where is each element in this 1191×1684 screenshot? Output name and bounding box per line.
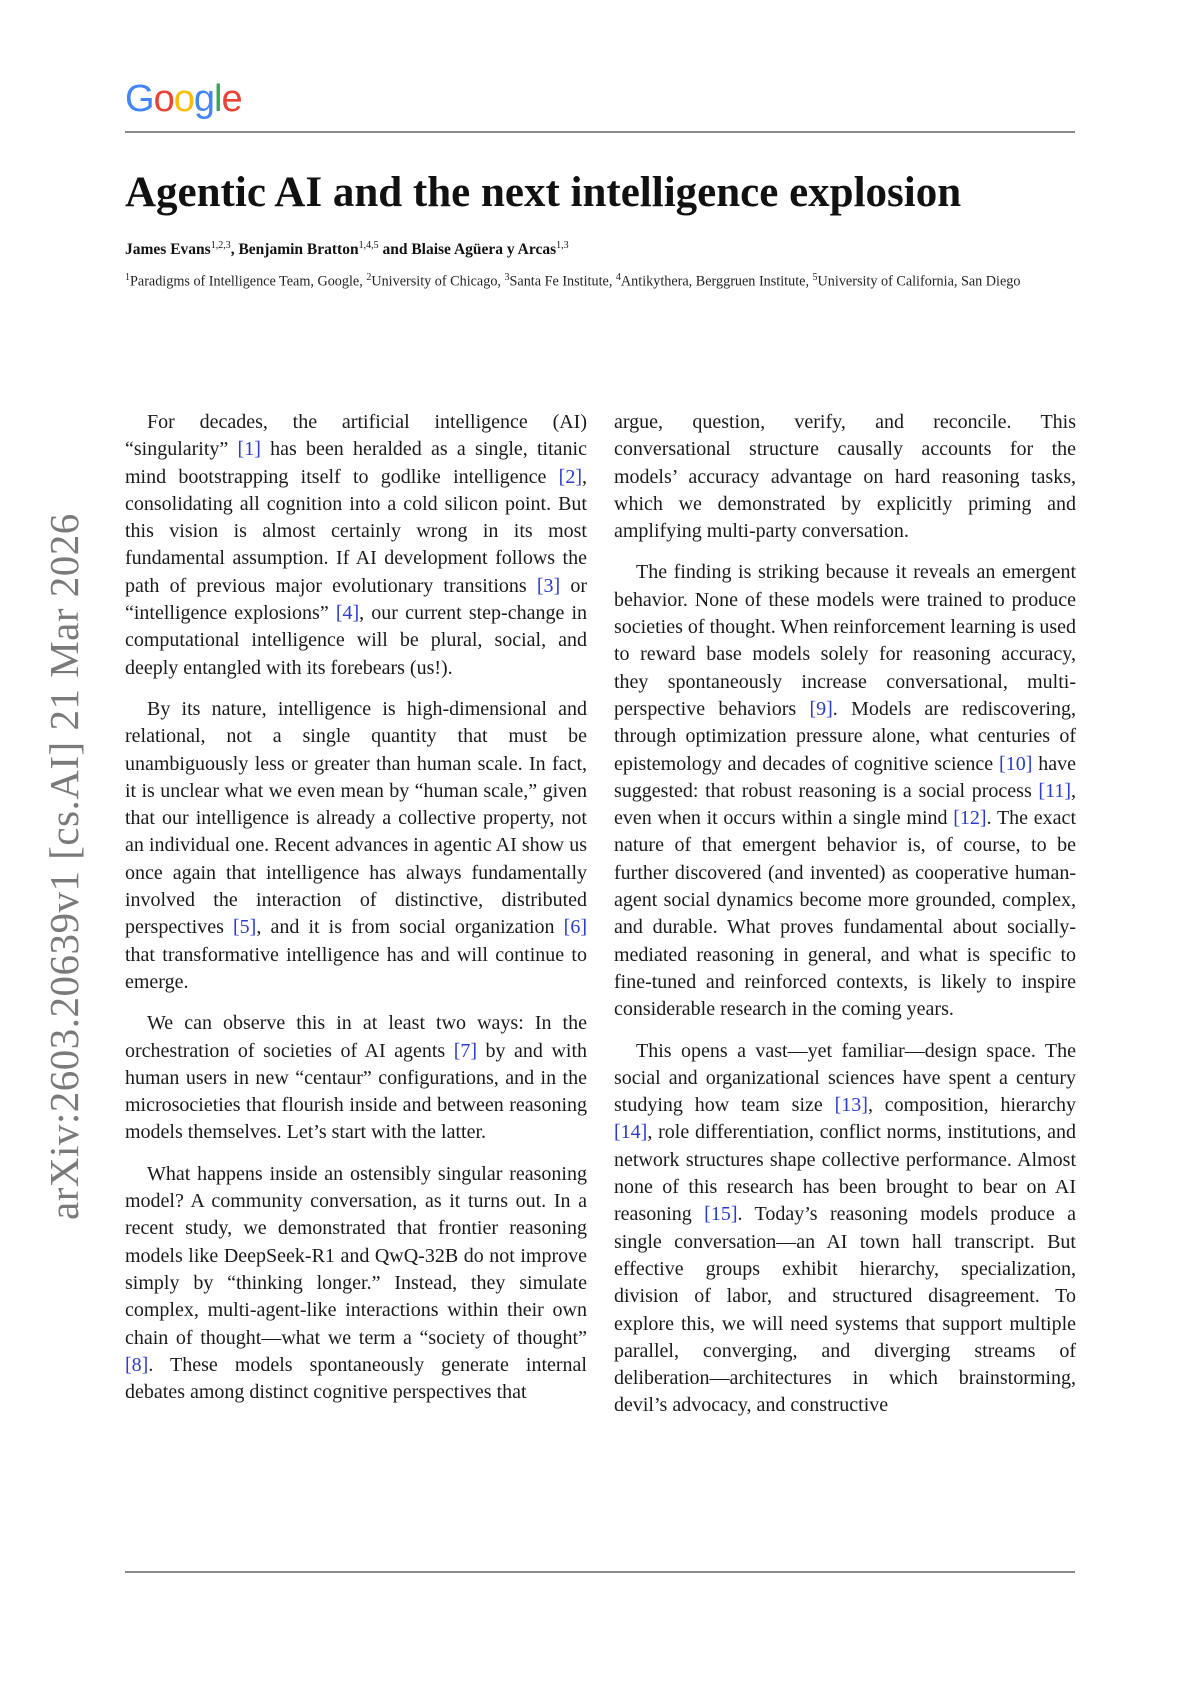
google-logo [125, 80, 242, 118]
arxiv-identifier-stamp: arXiv:2603.20639v1 [cs.AI] 21 Mar 2026 [41, 513, 87, 1220]
body-text: For decades, the artificial intelligence (AI) “singularity” [125, 411, 587, 461]
citation-link[interactable]: [2] [558, 465, 582, 488]
body-text: . The exact nature of that emergent behavior is, of course, to be further discovered (and invented) as cooperative human-agent social dynamics become more grounded, complex, and durable. What proves fundamental about socially-mediated reasoning in general, and what is specific to fine-tuned and reinforced contexts, is likely to inspire considerable research in the coming years. [614, 807, 1076, 1021]
citation-link[interactable]: [3] [536, 574, 561, 597]
body-text: by and with human users in new “centaur” configurations, and in the microsocieties that flourish inside and between reasoning models themselves. Let’s start with the latter. [125, 1039, 587, 1144]
affiliation-text: University of California, San Diego [817, 273, 1021, 290]
body-paragraph [125, 696, 587, 996]
body-text: , role differentiation, conflict norms, institutions, and network structures shape collective performance. Almost none of this research has been brought to bear on AI reasoning [614, 1121, 1076, 1226]
citation-link[interactable]: [14] [614, 1121, 648, 1144]
body-text: This opens a vast—yet familiar—design space. The social and organizational sciences have spent a century studying how team size [614, 1039, 1076, 1117]
logo-letter: o [173, 78, 194, 120]
author-name: Benjamin Bratton [238, 241, 359, 259]
affiliation-mark: 5 [812, 272, 818, 283]
right-column [614, 409, 1076, 1434]
body-paragraph [614, 1038, 1076, 1420]
body-text: . Today’s reasoning models produce a single conversation—an AI town hall transcript. But effective groups exhibit hierarchy, specialization, division of labor, and structured disagreement. To explore this, we will need systems that support multiple parallel, converging, and diverging streams of deliberation—architectures in which brainstorming, devil’s advocacy, and constructive [614, 1203, 1076, 1417]
citation-link[interactable]: [15] [704, 1203, 738, 1226]
body-text: has been heralded as a single, titanic mind bootstrapping itself to godlike intelligence [125, 438, 587, 488]
author-name: James Evans [125, 241, 211, 259]
author-affiliation-marks: 1,3 [556, 240, 569, 251]
logo-letter: G [125, 78, 154, 120]
citation-link[interactable]: [12] [953, 807, 987, 830]
body-text: We can observe this in at least two ways: In the orchestration of societies of AI agents [125, 1012, 587, 1062]
affiliation-mark: 4 [615, 272, 621, 283]
author-affiliation-marks: 1,4,5 [358, 240, 379, 251]
body-text: , consolidating all cognition into a cold silicon point. But this vision is almost certainly wrong in its most fundamental assumption. If AI development follows the path of previous major evolutionary transitions [125, 465, 587, 597]
body-text: , and it is from social organization [256, 916, 564, 939]
citation-link[interactable]: [9] [809, 697, 833, 720]
citation-link[interactable]: [8] [125, 1353, 149, 1376]
citation-link[interactable]: [5] [232, 916, 257, 939]
footer-rule [125, 1571, 1075, 1573]
affiliation-text: Santa Fe Institute, [509, 273, 616, 290]
left-column [125, 409, 587, 1420]
body-paragraph [125, 409, 587, 682]
citation-link[interactable]: [13] [834, 1094, 868, 1117]
logo-letter: l [213, 78, 222, 120]
header-rule [125, 131, 1075, 133]
body-paragraph [614, 409, 1076, 545]
logo-letter: e [221, 78, 242, 120]
author-affiliation-marks: 1,2,3 [210, 240, 231, 251]
author-separator: and [378, 241, 412, 259]
citation-link[interactable]: [1] [237, 438, 261, 461]
affiliation-text: Paradigms of Intelligence Team, Google, [130, 273, 367, 290]
author-separator: , [230, 241, 239, 259]
author-list [125, 240, 1075, 259]
body-text: The finding is striking because it reveals an emergent behavior. None of these models were trained to produce societies of thought. When reinforcement learning is used to reward base models solely for reasoning accuracy, they spontaneously increase conversational, multi-perspective behaviors [614, 561, 1076, 720]
paper-title: Agentic AI and the next intelligence explosion [125, 169, 962, 216]
affiliation-mark: 3 [504, 272, 510, 283]
body-text: By its nature, intelligence is high-dimensional and relational, not a single quantity that must be unambiguously less or greater than human scale. In fact, it is unclear what we even mean by “human scale,” given that our intelligence is already a collective property, not an individual one. Recent advances in agentic AI show us once again that intelligence has always fundamentally involved the interaction of distinctive, distributed perspectives [125, 697, 587, 939]
body-paragraph [125, 1010, 587, 1146]
body-text: have suggested: that robust reasoning is a social process [614, 752, 1076, 802]
affiliation-mark: 1 [125, 272, 130, 283]
body-text: . These models spontaneously generate internal debates among distinct cognitive perspectives that [125, 1353, 587, 1404]
body-text: What happens inside an ostensibly singular reasoning model? A community conversation, as it turns out. In a recent study, we demonstrated that frontier reasoning models like DeepSeek-R1 and QwQ-32B do not improve simply by “thinking longer.” Instead, they simulate complex, multi-agent-like interactions within their own chain of thought—what we term a “society of thought” [125, 1162, 587, 1349]
body-text: , even when it occurs within a single mind [614, 779, 1076, 830]
body-text: , our current step-change in computational intelligence will be plural, social, and deeply entangled with its forebears (us!). [125, 602, 587, 679]
affiliation-mark: 2 [366, 272, 372, 283]
body-text: argue, question, verify, and reconcile. This conversational structure causally accounts for the models’ accuracy advantage on hard reasoning tasks, which we demonstrated by explicitly priming and amplifying multi-party conversation. [614, 411, 1076, 543]
citation-link[interactable]: [10] [999, 752, 1033, 775]
citation-link[interactable]: [6] [563, 916, 587, 939]
body-text: , composition, hierarchy [867, 1094, 1076, 1117]
affiliation-text: Antikythera, Berggruen Institute, [620, 273, 813, 290]
body-paragraph [614, 559, 1076, 1023]
citation-link[interactable]: [11] [1038, 779, 1071, 802]
logo-letter: o [153, 78, 174, 120]
body-text: that transformative intelligence has and will continue to emerge. [125, 943, 587, 993]
citation-link[interactable]: [4] [335, 602, 360, 625]
citation-link[interactable]: [7] [453, 1039, 478, 1062]
affiliation-text: University of Chicago, [371, 273, 505, 290]
affiliation-list [125, 268, 1045, 292]
body-paragraph [125, 1161, 587, 1407]
body-text: . Models are rediscovering, through optimization pressure alone, what centuries of epistemology and decades of cognitive science [614, 697, 1076, 775]
author-name: Blaise Agüera y Arcas [411, 241, 557, 259]
body-text: or “intelligence explosions” [125, 574, 587, 625]
logo-letter: g [193, 78, 214, 120]
